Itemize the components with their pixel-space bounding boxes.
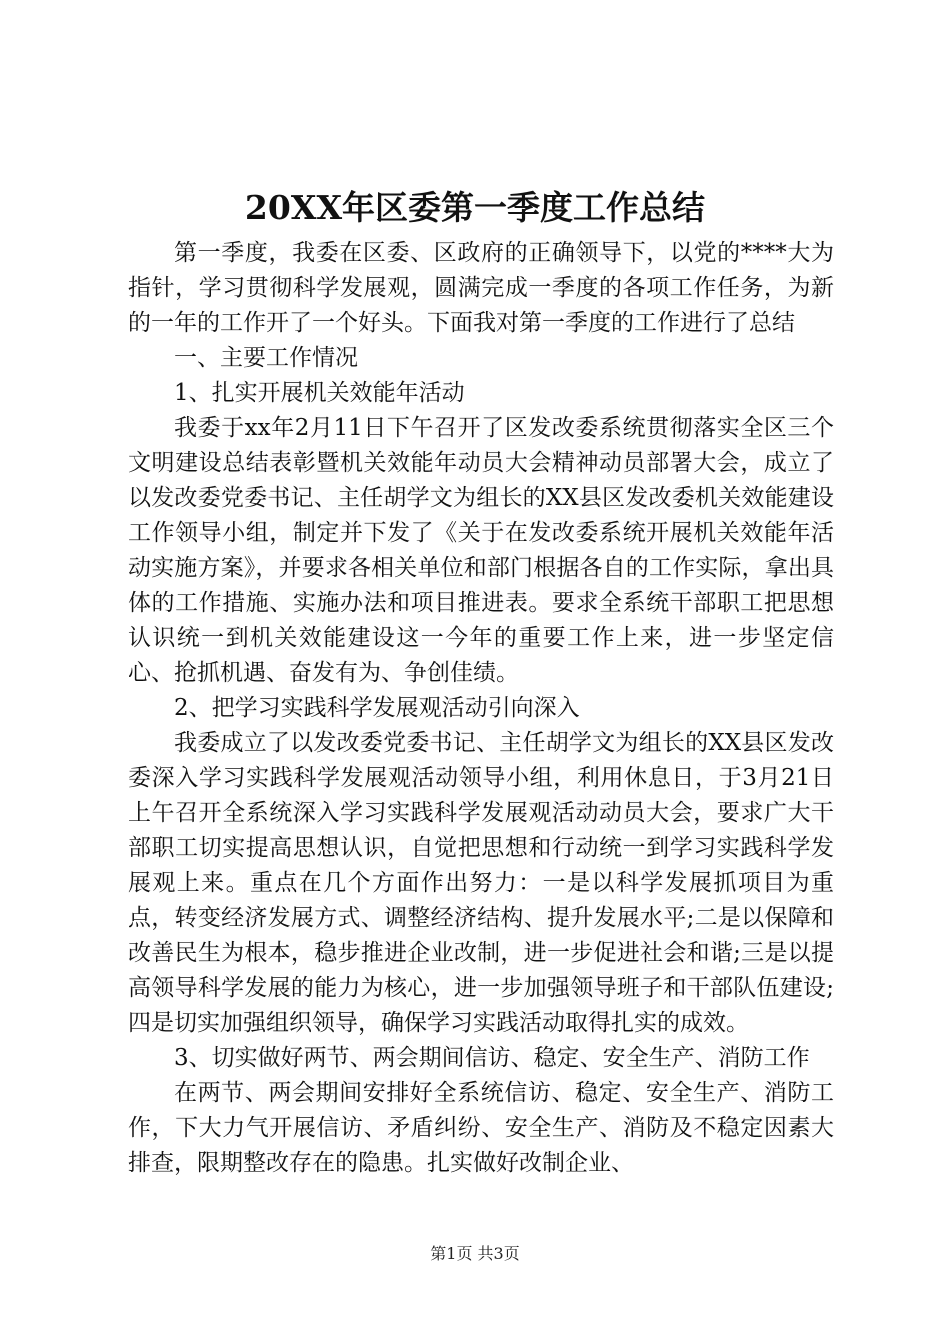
intro-paragraph: 第一季度，我委在区委、区政府的正确领导下，以党的****大为指针，学习贯彻科学发展观，圆满完成一季度的各项工作任务，为新的一年的工作开了一个好头。下面我对第一季度的工作进行了总结 — [128, 240, 834, 336]
paragraph-scientific-development: 我委成立了以发改委党委书记、主任胡学文为组长的XX县区发改委深入学习实践科学发展观活动领导小组，利用休息日，于3月21日上午召开全系统深入学习实践科学发展观活动动员大会，要求广大干部职工切实提高思想认识，自觉把思想和行动统一到学习实践科学发展观上来。重点在几个方面作出努力：一是以科学发展抓项目为重点，转变经济发展方式、调整经济结构、提升发展水平;二是以保障和改善民生为根本，稳步推进企业改制，进一步促进社会和谐;三是以提高领导科学发展的能力为核心，进一步加强领导班子和干部队伍建设;四是切实加强组织领导，确保学习实践活动取得扎实的成效。 — [128, 730, 834, 1036]
paragraph-safety-work: 在两节、两会期间安排好全系统信访、稳定、安全生产、消防工作，下大力气开展信访、矛盾纠纷、安全生产、消防及不稳定因素大排查，限期整改存在的隐患。扎实做好改制企业、 — [128, 1080, 834, 1176]
subsection-heading-1: 1、扎实开展机关效能年活动 — [174, 380, 465, 406]
section-heading-main-work: 一、主要工作情况 — [174, 345, 358, 371]
document-title: 20XX年区委第一季度工作总结 — [244, 188, 706, 227]
subsection-heading-3: 3、切实做好两节、两会期间信访、稳定、安全生产、消防工作 — [174, 1045, 810, 1071]
page-footer: 第1页 共3页 — [430, 1244, 520, 1263]
document-body — [128, 236, 834, 1181]
paragraph-efficiency-year: 我委于xx年2月11日下午召开了区发改委系统贯彻落实全区三个文明建设总结表彰暨机关效能年动员大会精神动员部署大会，成立了以发改委党委书记、主任胡学文为组长的XX县区发改委机关效能建设工作领导小组，制定并下发了《关于在发改委系统开展机关效能年活动实施方案》，并要求各相关单位和部门根据各自的工作实际，拿出具体的工作措施、实施办法和项目推进表。要求全系统干部职工把思想认识统一到机关效能建设这一今年的重要工作上来，进一步坚定信心、抢抓机遇、奋发有为、争创佳绩。 — [128, 415, 834, 686]
subsection-heading-2: 2、把学习实践科学发展观活动引向深入 — [174, 695, 580, 721]
